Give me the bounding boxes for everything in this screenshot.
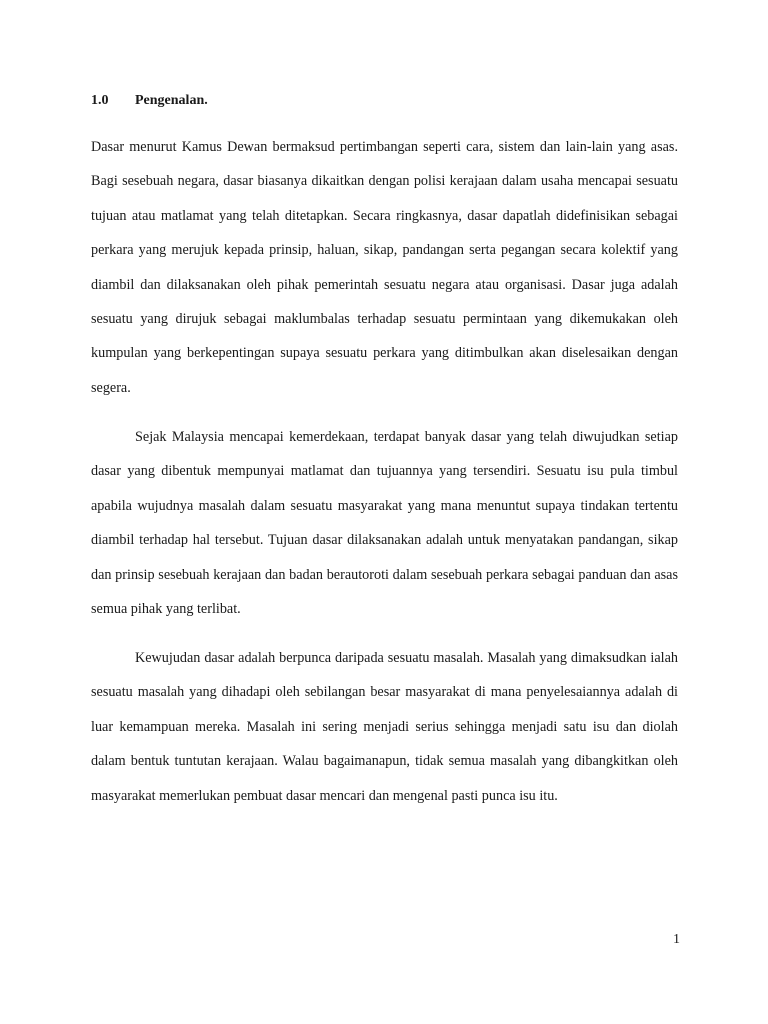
paragraph-1: Dasar menurut Kamus Dewan bermaksud pertimbangan seperti cara, sistem dan lain-lain yang asas. Bagi sesebuah negara, dasar biasanya dikaitkan dengan polisi kerajaan dalam usaha mencapai sesuatu tujuan atau matlamat yang telah ditetapkan. Secara ringkasnya, dasar dapatlah didefinisikan sebagai perkara yang merujuk kepada prinsip, haluan, sikap, pandangan serta pegangan secara kolektif yang diambil dan dilaksanakan oleh pihak pemerintah sesuatu negara atau organisasi. Dasar juga adalah sesuatu yang dirujuk sebagai maklumbalas terhadap sesuatu permintaan yang dikemukakan oleh kumpulan yang berkepentingan supaya sesuatu perkara yang ditimbulkan akan diselesaikan dengan segera.	[91, 139, 678, 396]
paragraph-3: Kewujudan dasar adalah berpunca daripada sesuatu masalah. Masalah yang dimaksudkan ialah sesuatu masalah yang dihadapi oleh sebilangan besar masyarakat di mana penyelesaiannya adalah di luar kemampuan mereka. Masalah ini sering menjadi serius sehingga menjadi satu isu dan diolah dalam bentuk tuntutan kerajaan. Walau bagaimanapun, tidak semua masalah yang dibangkitkan oleh masyarakat memerlukan pembuat dasar mencari dan mengenal pasti punca isu itu.	[91, 650, 678, 804]
page-number: 1	[673, 932, 680, 947]
paragraph-2: Sejak Malaysia mencapai kemerdekaan, terdapat banyak dasar yang telah diwujudkan setiap dasar yang dibentuk mempunyai matlamat dan tujuannya yang tersendiri. Sesuatu isu pula timbul apabila wujudnya masalah dalam sesuatu masyarakat yang mana menuntut supaya tindakan tertentu diambil terhadap hal tersebut. Tujuan dasar dilaksanakan adalah untuk menyatakan pandangan, sikap dan prinsip sesebuah kerajaan dan badan berautoroti dalam sesebuah perkara sebagai panduan dan asas semua pihak yang terlibat.	[91, 429, 678, 618]
section-number: 1.0	[91, 93, 109, 108]
section-title: Pengenalan.	[135, 93, 208, 108]
section-heading	[91, 91, 208, 111]
